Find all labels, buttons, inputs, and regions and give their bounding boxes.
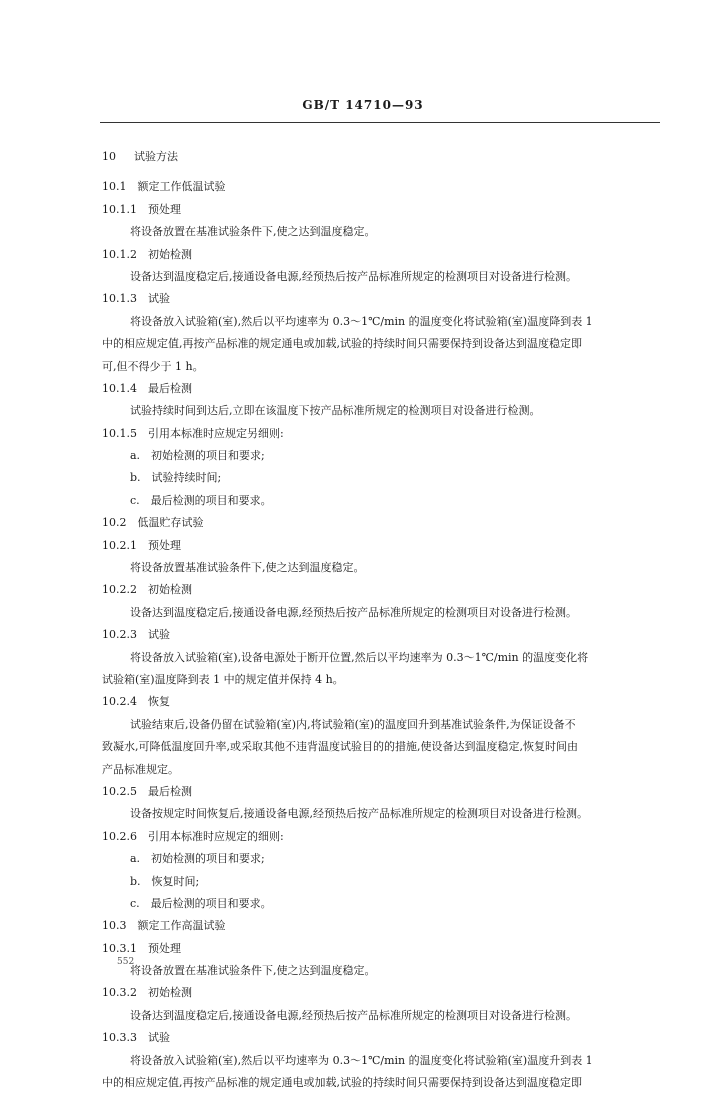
section-heading xyxy=(102,146,662,168)
running-header: GB/T 14710—93 xyxy=(302,98,424,112)
text-line: c. 最后检测的项目和要求。 xyxy=(130,896,272,910)
section-number: 10 xyxy=(102,150,116,163)
text-line: 将设备放置在基准试验条件下,使之达到温度稳定。 xyxy=(130,964,376,978)
text-line: 将设备放置在基准试验条件下,使之达到温度稳定。 xyxy=(130,225,376,239)
text-line: c. 最后检测的项目和要求。 xyxy=(130,493,272,507)
text-line: 中的相应规定值,再按产品标准的规定通电或加载,试验的持续时间只需要保持到设备达到温度稳定即 xyxy=(102,337,582,351)
text-line: 10.3.1 预处理 xyxy=(102,941,181,955)
text-line: 10.1 额定工作低温试验 xyxy=(102,180,226,194)
text-line: 10.2.6 引用本标准时应规定的细则: xyxy=(102,829,284,843)
text-line: b. 试验持续时间; xyxy=(130,471,222,485)
text-line: 可,但不得少于 1 h。 xyxy=(102,359,204,373)
text-line: 将设备放入试验箱(室),然后以平均速率为 0.3～1℃/min 的温度变化将试验箱(室)温度升到表 1 xyxy=(130,1053,593,1067)
text-line: a. 初始检测的项目和要求; xyxy=(130,449,265,463)
text-line: 10.2 低温贮存试验 xyxy=(102,516,204,530)
text-line: 设备达到温度稳定后,接通设备电源,经预热后按产品标准所规定的检测项目对设备进行检测。 xyxy=(130,269,577,283)
text-line: 设备达到温度稳定后,接通设备电源,经预热后按产品标准所规定的检测项目对设备进行检测。 xyxy=(130,605,577,619)
text-line: a. 初始检测的项目和要求; xyxy=(130,852,265,866)
text-line: b. 恢复时间; xyxy=(130,874,200,888)
text-line: 10.1.1 预处理 xyxy=(102,202,181,216)
text-line: 10.2.5 最后检测 xyxy=(102,784,192,798)
text-line: 产品标准规定。 xyxy=(102,762,179,776)
text-lines xyxy=(102,176,662,1094)
text-line: 试验箱(室)温度降到表 1 中的规定值并保持 4 h。 xyxy=(102,672,344,686)
text-line: 试验持续时间到达后,立即在该温度下按产品标准所规定的检测项目对设备进行检测。 xyxy=(130,404,541,418)
text-line: 10.2.3 试验 xyxy=(102,628,170,642)
text-line: 试验结束后,设备仍留在试验箱(室)内,将试验箱(室)的温度回升到基准试验条件,为保证设备不 xyxy=(130,717,576,731)
text-line: 10.1.3 试验 xyxy=(102,292,170,306)
text-line: 中的相应规定值,再按产品标准的规定通电或加载,试验的持续时间只需要保持到设备达到温度稳定即 xyxy=(102,1076,582,1090)
text-line: 10.1.5 引用本标准时应规定另细则: xyxy=(102,426,284,440)
text-line: 10.1.4 最后检测 xyxy=(102,381,192,395)
text-line: 10.3.3 试验 xyxy=(102,1031,170,1045)
text-line: 将设备放入试验箱(室),设备电源处于断开位置,然后以平均速率为 0.3～1℃/min 的温度变化将 xyxy=(130,650,589,664)
page-number: 552 xyxy=(117,957,135,967)
text-line: 将设备放置基准试验条件下,使之达到温度稳定。 xyxy=(130,561,365,575)
text-line: 10.2.1 预处理 xyxy=(102,538,181,552)
text-line: 致凝水,可降低温度回升率,或采取其他不违背温度试验目的的措施,使设备达到温度稳定,恢复时间由 xyxy=(102,740,578,754)
section-title: 试验方法 xyxy=(134,150,178,163)
text-line: 设备达到温度稳定后,接通设备电源,经预热后按产品标准所规定的检测项目对设备进行检测。 xyxy=(130,1008,577,1022)
text-line: 10.2.4 恢复 xyxy=(102,695,170,709)
header-rule xyxy=(100,122,660,123)
text-line: 10.3 额定工作高温试验 xyxy=(102,919,226,933)
text-line: 10.1.2 初始检测 xyxy=(102,247,192,261)
document-body xyxy=(102,146,662,1094)
text-line: 10.3.2 初始检测 xyxy=(102,986,192,1000)
text-line: 设备按规定时间恢复后,接通设备电源,经预热后按产品标准所规定的检测项目对设备进行检测。 xyxy=(130,807,588,821)
text-line: 将设备放入试验箱(室),然后以平均速率为 0.3～1℃/min 的温度变化将试验箱(室)温度降到表 1 xyxy=(130,314,593,328)
text-line: 10.2.2 初始检测 xyxy=(102,583,192,597)
